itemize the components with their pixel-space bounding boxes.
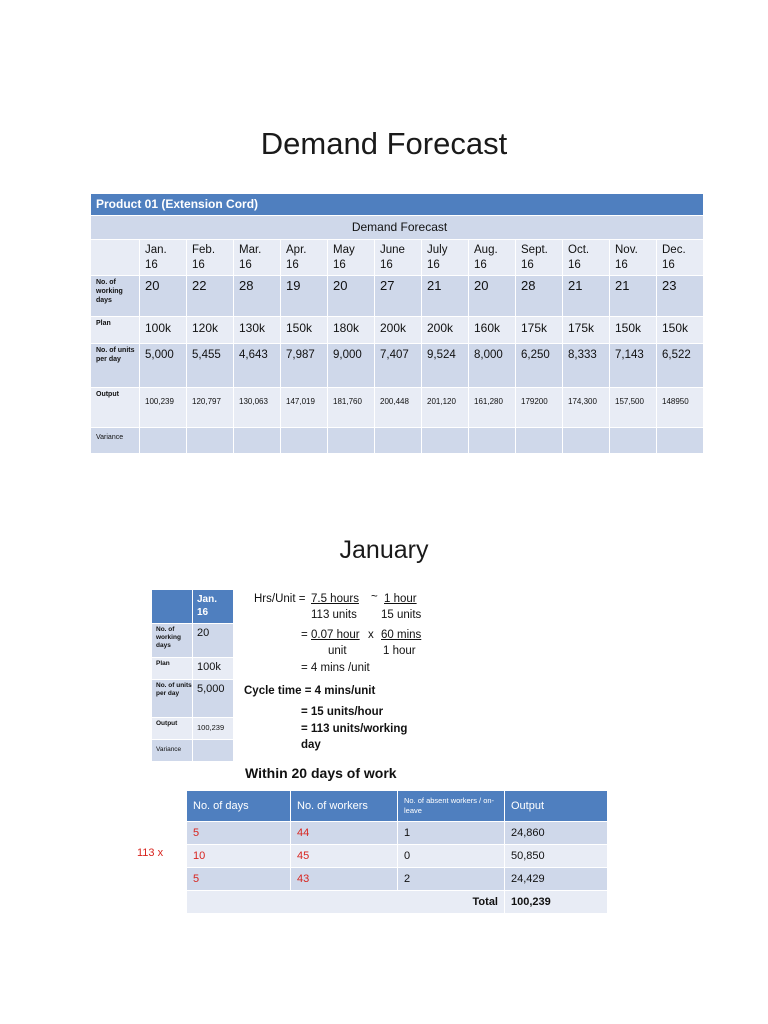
units-per-day-cell: 9,000: [328, 344, 375, 388]
forecast-subheader: Demand Forecast: [91, 216, 704, 240]
plan-cell: 180k: [328, 317, 375, 344]
month-year: 16: [568, 259, 581, 271]
approx-sign: ~: [371, 591, 378, 603]
working-days-cell: 21: [422, 276, 469, 317]
table-row: [187, 845, 608, 868]
variance-row: [91, 428, 704, 454]
working-days-cell: 20: [140, 276, 187, 317]
plan-cell: 150k: [281, 317, 328, 344]
working-days-cell: 22: [187, 276, 234, 317]
month-year: 16: [145, 259, 158, 271]
working-days-label: No. of working days: [91, 276, 140, 317]
output-cell: 179200: [516, 388, 563, 428]
hrs-unit-label: Hrs/Unit =: [254, 593, 306, 605]
variance-cell: [469, 428, 516, 454]
output-cell: 148950: [657, 388, 704, 428]
month-name: July: [427, 244, 448, 256]
plan-cell: 150k: [610, 317, 657, 344]
output-cell: 201,120: [422, 388, 469, 428]
working-days-cell: 27: [375, 276, 422, 317]
month-name: Mar.: [239, 244, 262, 256]
forecast-subheader-row: [91, 216, 704, 240]
fraction-4-denominator: 1 hour: [383, 645, 416, 657]
units-per-day-cell: 8,333: [563, 344, 610, 388]
units-per-day-cell: 9,524: [422, 344, 469, 388]
units-per-day-cell: 7,407: [375, 344, 422, 388]
units-per-day-line-cont: day: [301, 739, 321, 751]
corner-cell: [91, 240, 140, 276]
plan-cell: 130k: [234, 317, 281, 344]
january-corner-cell: [152, 590, 193, 624]
month-name: Oct.: [568, 244, 590, 256]
plan-label: Plan: [91, 317, 140, 344]
january-variance-row: [152, 740, 234, 762]
month-header: [516, 240, 563, 276]
absent-cell: 0: [398, 845, 505, 868]
month-header: [657, 240, 704, 276]
working-days-cell: 19: [281, 276, 328, 317]
header-days: No. of days: [187, 791, 291, 822]
output-cell: 130,063: [234, 388, 281, 428]
fraction-2-numerator: 1 hour: [384, 593, 417, 605]
january-header-row: [152, 590, 234, 624]
variance-cell: [422, 428, 469, 454]
month-name: Aug.: [474, 244, 498, 256]
january-table: [151, 589, 234, 762]
output-row: [91, 388, 704, 428]
variance-cell: [281, 428, 328, 454]
working-days-cell: 21: [563, 276, 610, 317]
fraction-3-denominator: unit: [328, 645, 347, 657]
header-output: Output: [505, 791, 608, 822]
variance-cell: [140, 428, 187, 454]
header-absent: No. of absent workers / on-leave: [398, 791, 505, 822]
variance-cell: [328, 428, 375, 454]
product-header-row: [91, 194, 704, 216]
january-days-value: 20: [193, 624, 234, 658]
month-year: 16: [427, 259, 440, 271]
times-sign: x: [368, 629, 374, 641]
fraction-3-numerator: 0.07 hour: [311, 629, 360, 641]
variance-cell: [375, 428, 422, 454]
january-year: 16: [197, 607, 209, 618]
january-plan-label: Plan: [152, 658, 193, 680]
month-header: [422, 240, 469, 276]
january-plan-value: 100k: [193, 658, 234, 680]
january-days-row: [152, 624, 234, 658]
output-cell: 157,500: [610, 388, 657, 428]
total-row: [187, 891, 608, 914]
month-header: [469, 240, 516, 276]
working-days-cell: 20: [469, 276, 516, 317]
plan-cell: 200k: [375, 317, 422, 344]
product-header: Product 01 (Extension Cord): [91, 194, 704, 216]
month-name: Dec.: [662, 244, 686, 256]
output-cell: 161,280: [469, 388, 516, 428]
working-days-cell: 23: [657, 276, 704, 317]
month-header: [140, 240, 187, 276]
plan-cell: 175k: [516, 317, 563, 344]
plan-cell: 175k: [563, 317, 610, 344]
multiplier-note: 113 x: [137, 847, 164, 859]
month-year: 16: [380, 259, 393, 271]
plan-cell: 160k: [469, 317, 516, 344]
month-name: Sept.: [521, 244, 548, 256]
january-variance-label: Variance: [152, 740, 193, 762]
january-output-value: 100,239: [193, 718, 234, 740]
plan-row: [91, 317, 704, 344]
month-header: [234, 240, 281, 276]
month-name: Nov.: [615, 244, 638, 256]
page-title: Demand Forecast: [260, 126, 508, 161]
output-cell: 181,760: [328, 388, 375, 428]
month-year: 16: [333, 259, 346, 271]
month-name: Feb.: [192, 244, 216, 256]
variance-cell: [187, 428, 234, 454]
january-month: Jan.: [197, 594, 218, 605]
output-cell: 120,797: [187, 388, 234, 428]
table-row: [187, 822, 608, 845]
january-output-label: Output: [152, 718, 193, 740]
month-header: [610, 240, 657, 276]
units-per-day-cell: 5,455: [187, 344, 234, 388]
months-row: [91, 240, 704, 276]
days-cell: 10: [187, 845, 291, 868]
header-workers: No. of workers: [291, 791, 398, 822]
output-cell: 174,300: [563, 388, 610, 428]
mins-per-unit-line: = 4 mins /unit: [301, 662, 370, 674]
units-per-day-label: No. of units per day: [91, 344, 140, 388]
units-per-day-cell: 8,000: [469, 344, 516, 388]
month-year: 16: [474, 259, 487, 271]
fraction-1-numerator: 7.5 hours: [311, 593, 359, 605]
days-workers-table: [186, 790, 608, 914]
variance-cell: [657, 428, 704, 454]
month-header: [328, 240, 375, 276]
absent-cell: 1: [398, 822, 505, 845]
equals-sign: =: [301, 629, 308, 641]
fraction-2-denominator: 15 units: [381, 609, 422, 621]
january-units-label: No. of units per day: [152, 680, 193, 718]
january-days-label: No. of working days: [152, 624, 193, 658]
variance-cell: [516, 428, 563, 454]
month-name: May: [333, 244, 355, 256]
output-cell: 100,239: [140, 388, 187, 428]
days-header-row: [187, 791, 608, 822]
output-cell: 200,448: [375, 388, 422, 428]
days-cell: 5: [187, 822, 291, 845]
absent-cell: 2: [398, 868, 505, 891]
variance-cell: [234, 428, 281, 454]
month-header: [187, 240, 234, 276]
units-per-day-cell: 4,643: [234, 344, 281, 388]
units-per-day-cell: 7,987: [281, 344, 328, 388]
units-per-day-cell: 5,000: [140, 344, 187, 388]
working-days-cell: 20: [328, 276, 375, 317]
total-label: Total: [187, 891, 505, 914]
january-title: January: [339, 536, 429, 564]
month-header: [281, 240, 328, 276]
january-plan-row: [152, 658, 234, 680]
units-per-hour-line: = 15 units/hour: [301, 706, 384, 718]
month-year: 16: [239, 259, 252, 271]
days-cell: 5: [187, 868, 291, 891]
plan-cell: 100k: [140, 317, 187, 344]
month-name: June: [380, 244, 405, 256]
month-header: [375, 240, 422, 276]
within-days-title: Within 20 days of work: [245, 765, 397, 781]
january-units-row: [152, 680, 234, 718]
units-per-day-cell: 6,250: [516, 344, 563, 388]
month-year: 16: [286, 259, 299, 271]
units-per-day-row: [91, 344, 704, 388]
january-output-row: [152, 718, 234, 740]
month-year: 16: [192, 259, 205, 271]
january-units-value: 5,000: [193, 680, 234, 718]
january-variance-value: [193, 740, 234, 762]
workers-cell: 45: [291, 845, 398, 868]
output-label: Output: [91, 388, 140, 428]
output-cell: 24,860: [505, 822, 608, 845]
output-cell: 24,429: [505, 868, 608, 891]
month-header: [563, 240, 610, 276]
plan-cell: 120k: [187, 317, 234, 344]
total-value: 100,239: [505, 891, 608, 914]
output-cell: 50,850: [505, 845, 608, 868]
variance-cell: [563, 428, 610, 454]
demand-forecast-table: [90, 193, 704, 454]
plan-cell: 150k: [657, 317, 704, 344]
units-per-day-cell: 6,522: [657, 344, 704, 388]
plan-cell: 200k: [422, 317, 469, 344]
working-days-cell: 21: [610, 276, 657, 317]
working-days-cell: 28: [234, 276, 281, 317]
january-month-cell: [193, 590, 234, 624]
working-days-cell: 28: [516, 276, 563, 317]
month-year: 16: [521, 259, 534, 271]
month-year: 16: [615, 259, 628, 271]
month-name: Jan.: [145, 244, 167, 256]
table-row: [187, 868, 608, 891]
fraction-4-numerator: 60 mins: [381, 629, 422, 641]
working-days-row: [91, 276, 704, 317]
variance-label: Variance: [91, 428, 140, 454]
output-cell: 147,019: [281, 388, 328, 428]
month-name: Apr.: [286, 244, 307, 256]
fraction-1-denominator: 113 units: [311, 609, 357, 621]
workers-cell: 43: [291, 868, 398, 891]
workers-cell: 44: [291, 822, 398, 845]
units-per-day-cell: 7,143: [610, 344, 657, 388]
cycle-time-line: Cycle time = 4 mins/unit: [244, 685, 376, 697]
units-per-day-line: = 113 units/working: [301, 723, 408, 735]
variance-cell: [610, 428, 657, 454]
month-year: 16: [662, 259, 675, 271]
